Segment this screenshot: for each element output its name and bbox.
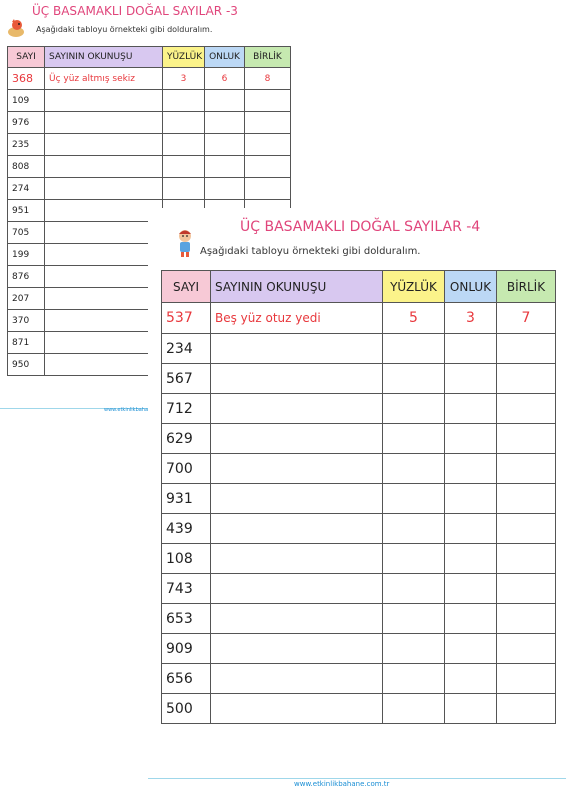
reading-cell[interactable]	[45, 178, 163, 200]
ones-cell[interactable]	[497, 364, 556, 394]
table-row	[162, 514, 556, 544]
reading-cell[interactable]	[45, 156, 163, 178]
header-okunusu: SAYININ OKUNUŞU	[211, 271, 383, 303]
hundreds-cell[interactable]	[383, 334, 445, 364]
header-okunusu: SAYININ OKUNUŞU	[45, 47, 163, 68]
reading-cell[interactable]	[211, 334, 383, 364]
number-cell: 500	[162, 694, 211, 724]
reading-cell[interactable]	[45, 222, 163, 244]
tens-cell[interactable]	[205, 178, 245, 200]
example-tens: 3	[445, 303, 497, 334]
tens-cell[interactable]	[445, 454, 497, 484]
hundreds-cell[interactable]	[383, 364, 445, 394]
number-cell: 108	[162, 544, 211, 574]
worksheet-4-footer: www.etkinlikbahane.com.tr	[294, 780, 390, 788]
example-reading: Beş yüz otuz yedi	[211, 303, 383, 334]
example-hundreds: 3	[163, 68, 205, 90]
ones-cell[interactable]	[497, 574, 556, 604]
number-cell: 656	[162, 664, 211, 694]
ones-cell[interactable]	[497, 544, 556, 574]
number-cell: 234	[162, 334, 211, 364]
ones-cell[interactable]	[245, 178, 291, 200]
worksheet-3-title: ÜÇ BASAMAKLI DOĞAL SAYILAR -3	[32, 4, 238, 18]
number-cell: 439	[162, 514, 211, 544]
worksheet-4	[148, 208, 566, 800]
reading-cell[interactable]	[211, 484, 383, 514]
reading-cell[interactable]	[211, 544, 383, 574]
tens-cell[interactable]	[445, 394, 497, 424]
header-onluk: ONLUK	[445, 271, 497, 303]
tens-cell[interactable]	[445, 334, 497, 364]
tens-cell[interactable]	[205, 134, 245, 156]
tens-cell[interactable]	[445, 634, 497, 664]
hundreds-cell[interactable]	[383, 664, 445, 694]
number-cell: 951	[8, 200, 45, 222]
number-cell: 931	[162, 484, 211, 514]
header-sayi: SAYI	[162, 271, 211, 303]
child-icon	[174, 228, 196, 258]
ones-cell[interactable]	[497, 604, 556, 634]
number-cell: 629	[162, 424, 211, 454]
table-row	[162, 334, 556, 364]
number-cell: 109	[8, 90, 45, 112]
number-cell: 876	[8, 266, 45, 288]
hundreds-cell[interactable]	[383, 574, 445, 604]
number-cell: 808	[8, 156, 45, 178]
table-row	[162, 694, 556, 724]
table-row	[8, 156, 291, 178]
reading-cell[interactable]	[45, 200, 163, 222]
ones-cell[interactable]	[245, 156, 291, 178]
hundreds-cell[interactable]	[163, 134, 205, 156]
example-number: 368	[8, 68, 45, 90]
reading-cell[interactable]	[211, 454, 383, 484]
number-cell: 274	[8, 178, 45, 200]
example-row	[8, 68, 291, 90]
reading-cell[interactable]	[45, 310, 163, 332]
tens-cell[interactable]	[445, 604, 497, 634]
example-ones: 7	[497, 303, 556, 334]
hundreds-cell[interactable]	[163, 178, 205, 200]
header-onluk: ONLUK	[205, 47, 245, 68]
number-cell: 567	[162, 364, 211, 394]
hundreds-cell[interactable]	[163, 112, 205, 134]
example-ones: 8	[245, 68, 291, 90]
hundreds-cell[interactable]	[383, 604, 445, 634]
hundreds-cell[interactable]	[163, 156, 205, 178]
tens-cell[interactable]	[205, 90, 245, 112]
worksheet-3-footer: www.etkinlikbaha	[104, 407, 149, 413]
worksheet-4-footer-line	[148, 778, 566, 779]
reading-cell[interactable]	[45, 244, 163, 266]
reading-cell[interactable]	[211, 694, 383, 724]
ones-cell[interactable]	[497, 484, 556, 514]
example-row	[162, 303, 556, 334]
reading-cell[interactable]	[45, 266, 163, 288]
reading-cell[interactable]	[211, 604, 383, 634]
hundreds-cell[interactable]	[383, 424, 445, 454]
table-row	[162, 634, 556, 664]
example-tens: 6	[205, 68, 245, 90]
reading-cell[interactable]	[45, 90, 163, 112]
hundreds-cell[interactable]	[383, 394, 445, 424]
number-cell: 909	[162, 634, 211, 664]
worksheet-4-table	[161, 270, 556, 724]
number-cell: 235	[8, 134, 45, 156]
tens-cell[interactable]	[445, 484, 497, 514]
number-cell: 705	[8, 222, 45, 244]
table-row	[162, 424, 556, 454]
worksheet-4-title: ÜÇ BASAMAKLI DOĞAL SAYILAR -4	[240, 219, 481, 235]
hundreds-cell[interactable]	[383, 514, 445, 544]
tens-cell[interactable]	[445, 544, 497, 574]
number-cell: 712	[162, 394, 211, 424]
reading-cell[interactable]	[45, 134, 163, 156]
hundreds-cell[interactable]	[383, 454, 445, 484]
ones-cell[interactable]	[497, 424, 556, 454]
table-row	[8, 90, 291, 112]
reading-cell[interactable]	[45, 354, 163, 376]
tens-cell[interactable]	[445, 574, 497, 604]
ones-cell[interactable]	[497, 334, 556, 364]
reading-cell[interactable]	[211, 394, 383, 424]
table-row	[8, 134, 291, 156]
reading-cell[interactable]	[45, 288, 163, 310]
reading-cell[interactable]	[211, 574, 383, 604]
reading-cell[interactable]	[211, 514, 383, 544]
ones-cell[interactable]	[245, 134, 291, 156]
table-row	[8, 112, 291, 134]
worksheet-4-instruction: Aşağıdaki tabloyu örnekteki gibi dolduralım.	[200, 246, 421, 257]
example-number: 537	[162, 303, 211, 334]
header-birlik: BİRLİK	[497, 271, 556, 303]
number-cell: 207	[8, 288, 45, 310]
reading-cell[interactable]	[211, 634, 383, 664]
table-row	[8, 178, 291, 200]
ones-cell[interactable]	[497, 394, 556, 424]
reading-cell[interactable]	[45, 332, 163, 354]
table-row	[162, 454, 556, 484]
tens-cell[interactable]	[205, 112, 245, 134]
header-yuzluk: YÜZLÜK	[163, 47, 205, 68]
number-cell: 370	[8, 310, 45, 332]
hundreds-cell[interactable]	[163, 90, 205, 112]
tens-cell[interactable]	[445, 694, 497, 724]
dinosaur-icon	[6, 18, 26, 38]
header-sayi: SAYI	[8, 47, 45, 68]
table-row	[162, 604, 556, 634]
ones-cell[interactable]	[497, 694, 556, 724]
table-row	[162, 574, 556, 604]
tens-cell[interactable]	[445, 514, 497, 544]
reading-cell[interactable]	[45, 112, 163, 134]
number-cell: 871	[8, 332, 45, 354]
number-cell: 653	[162, 604, 211, 634]
ones-cell[interactable]	[497, 634, 556, 664]
tens-cell[interactable]	[205, 156, 245, 178]
ones-cell[interactable]	[497, 664, 556, 694]
table-row	[162, 484, 556, 514]
tens-cell[interactable]	[445, 424, 497, 454]
header-yuzluk: YÜZLÜK	[383, 271, 445, 303]
hundreds-cell[interactable]	[383, 544, 445, 574]
hundreds-cell[interactable]	[383, 634, 445, 664]
number-cell: 950	[8, 354, 45, 376]
number-cell: 199	[8, 244, 45, 266]
ones-cell[interactable]	[497, 454, 556, 484]
hundreds-cell[interactable]	[383, 484, 445, 514]
ones-cell[interactable]	[245, 90, 291, 112]
reading-cell[interactable]	[211, 424, 383, 454]
example-hundreds: 5	[383, 303, 445, 334]
ones-cell[interactable]	[497, 514, 556, 544]
table-row	[162, 664, 556, 694]
header-birlik: BİRLİK	[245, 47, 291, 68]
ones-cell[interactable]	[245, 112, 291, 134]
worksheet-3-instruction: Aşağıdaki tabloyu örnekteki gibi dolduralım.	[36, 25, 213, 34]
number-cell: 976	[8, 112, 45, 134]
table-row	[162, 364, 556, 394]
number-cell: 743	[162, 574, 211, 604]
reading-cell[interactable]	[211, 664, 383, 694]
hundreds-cell[interactable]	[383, 694, 445, 724]
table-row	[162, 394, 556, 424]
table-row	[162, 544, 556, 574]
example-reading: Üç yüz altmış sekiz	[45, 68, 163, 90]
number-cell: 700	[162, 454, 211, 484]
tens-cell[interactable]	[445, 664, 497, 694]
reading-cell[interactable]	[211, 364, 383, 394]
tens-cell[interactable]	[445, 364, 497, 394]
